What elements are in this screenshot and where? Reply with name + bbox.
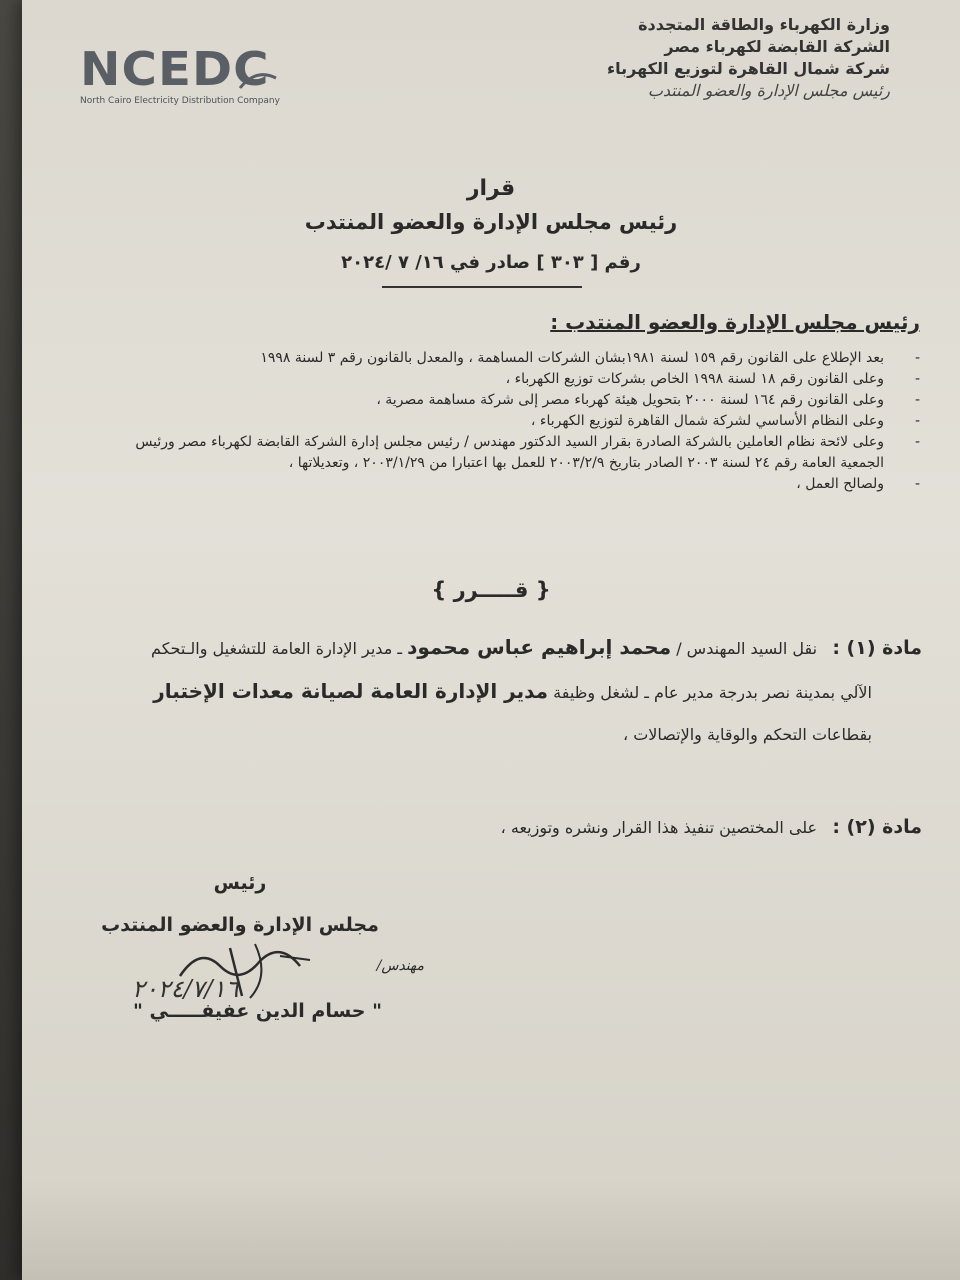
signature-title-1: رئيس [213,872,267,894]
article-2-label: مادة (٢) : [832,816,922,838]
list-item: - بعد الإطلاع على القانون رقم ١٥٩ لسنة ١٩٨١بشان الشركات المساهمة ، والمعدل بالقانون رقم ٣ لسنة ١٩٩٨ [260,350,920,366]
article-1-text: نقل السيد المهندس / [676,639,818,658]
list-item: - وعلى لائحة نظام العاملين بالشركة الصادرة بقرار السيد الدكتور مهندس / رئيس مجلس إدارة الشركة القابضة لكهرباء مصر ورئيس الجمعية العامة رقم ٢٤ لسنة ٢٠٠٣ الصادر بتاريخ ٢٠٠٣/٢/٩ للعمل بها اعتبارا من ٢٠٠٣/١/٢٩ ، وتعديلاتها ، [135,434,920,471]
signer-name: " حسام الدين عفيفـــــي " [133,1000,382,1022]
list-item: - وعلى القانون رقم ١٦٤ لسنة ٢٠٠٠ بتحويل هيئة كهرباء مصر إلى شركة مساهمة مصرية ، [376,392,920,408]
list-item: - وعلى النظام الأساسي لشركة شمال القاهرة لتوزيع الكهرباء ، [530,413,920,429]
paper-fold-shadow [22,1180,960,1280]
letterhead [550,14,890,102]
preamble-heading: رئيس مجلس الإدارة والعضو المنتدب : [550,310,920,334]
company-logo [80,42,320,106]
document-page [22,0,960,1280]
reference-underline [382,286,582,288]
article-1-text: ـ مدير الإدارة العامة للتشغيل والـتحكم [151,639,403,658]
signature-title [80,862,400,946]
logo-subtitle: North Cairo Electricity Distribution Company [80,96,280,106]
logo-brand: NCEDC [80,42,270,96]
company-name: شركة شمال القاهرة لتوزيع الكهرباء [606,59,890,78]
decision-heading: { قـــــرر } [431,578,551,602]
issuer-title: رئيس مجلس الإدارة والعضو المنتدب [304,210,678,234]
decision-reference: رقم [ ٣٠٣ ] صادر في ١٦/ ٧ /٢٠٢٤ [341,252,641,273]
article-1-text: بقطاعات التحكم والوقاية والإتصالات ، [622,725,872,744]
ministry-name: وزارة الكهرباء والطاقة المتجددة [638,15,890,34]
recitals-list [90,348,920,495]
article-1-text: الآلي بمدينة نصر بدرجة مدير عام ـ لشغل وظيفة [553,683,872,702]
new-position: مدير الإدارة العامة لصيانة معدات الإختبار [153,679,549,703]
article-2-text: على المختصين تنفيذ هذا القرار ونشره وتوزيعه ، [500,818,818,837]
article-1 [82,626,922,756]
article-1-label: مادة (١) : [832,637,922,659]
office-title: رئيس مجلس الإدارة والعضو المنتدب [647,81,890,100]
document-title: قرار [466,176,516,201]
article-2 [82,812,922,843]
list-item: - وعلى القانون رقم ١٨ لسنة ١٩٩٨ الخاص بشركات توزيع الكهرباء ، [505,371,920,387]
signature-date: ٢٠٢٤/٧/١٦ [132,975,239,1003]
signature-title-2: مجلس الإدارة والعضو المنتدب [101,914,379,936]
list-item: - ولصالح العمل ، [796,476,920,492]
holding-company-name: الشركة القابضة لكهرباء مصر [664,37,890,56]
engineer-prefix: مهندس/ [376,958,424,974]
employee-name: محمد إبراهيم عباس محمود [407,635,672,659]
